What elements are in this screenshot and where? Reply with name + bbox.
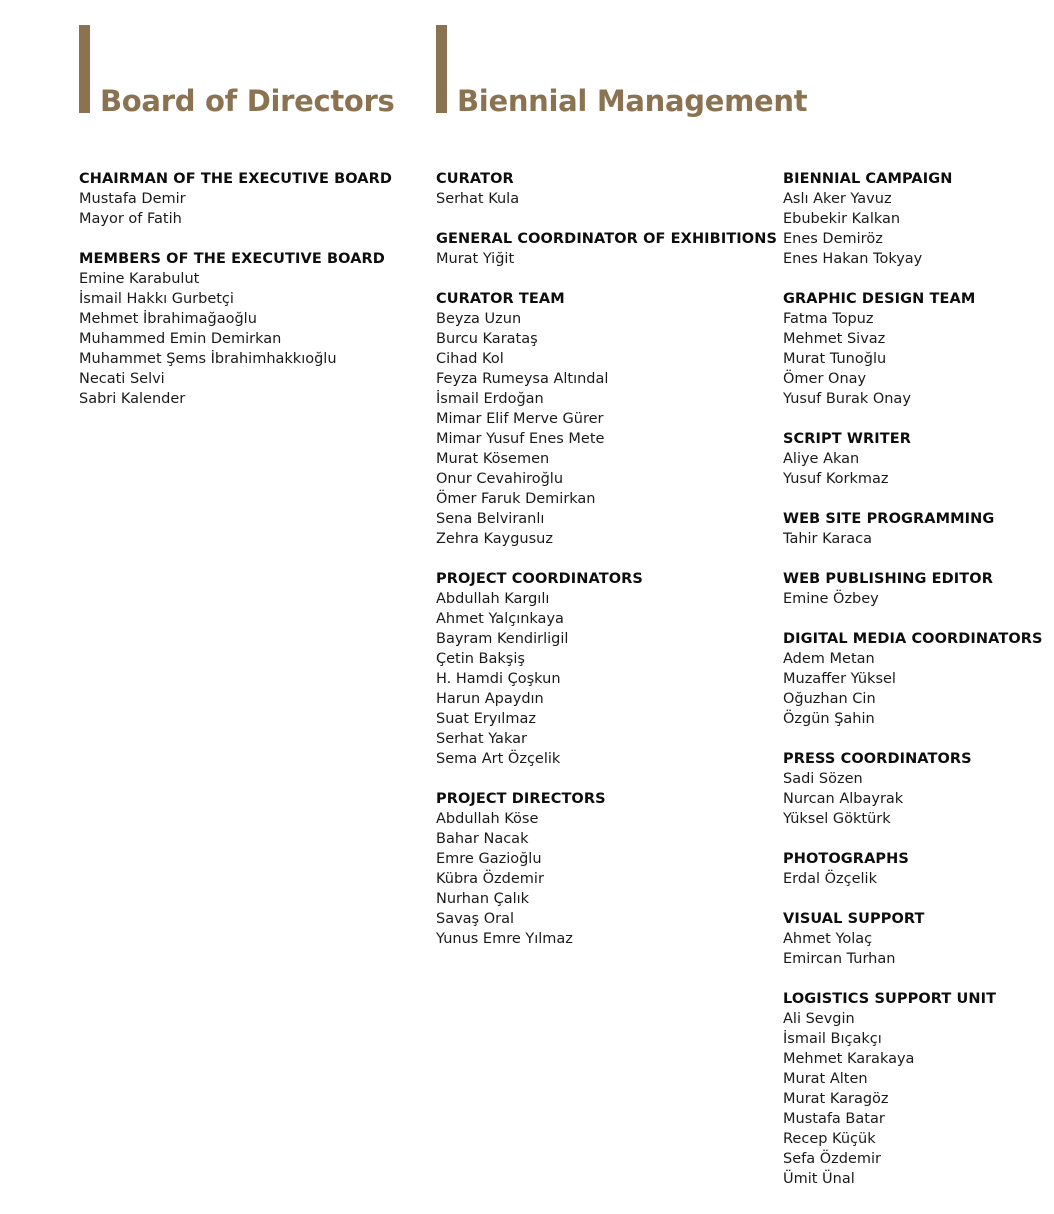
section-title: SCRIPT WRITER bbox=[783, 431, 912, 447]
credit-entry: Bayram Kendirligil bbox=[436, 631, 569, 647]
credit-entry: Fatma Topuz bbox=[783, 311, 874, 327]
credit-entry: Ömer Onay bbox=[783, 371, 867, 387]
credits-section bbox=[783, 569, 1048, 609]
credit-entry: Mimar Yusuf Enes Mete bbox=[436, 431, 605, 447]
credit-entry: H. Hamdi Çoşkun bbox=[436, 671, 561, 687]
credits-section bbox=[783, 509, 1048, 549]
credit-entry: Emircan Turhan bbox=[783, 951, 896, 967]
section-title: WEB SITE PROGRAMMING bbox=[783, 511, 995, 527]
credit-entry: Recep Küçük bbox=[783, 1131, 876, 1147]
credits-section bbox=[783, 169, 1048, 269]
heading-title: Board of Directors bbox=[100, 84, 395, 118]
credit-entry: Erdal Özçelik bbox=[783, 871, 877, 887]
credit-entry: Enes Demiröz bbox=[783, 231, 883, 247]
credit-entry: Mimar Elif Merve Gürer bbox=[436, 411, 604, 427]
credit-entry: Kübra Özdemir bbox=[436, 871, 544, 887]
credit-entry: Burcu Karataş bbox=[436, 331, 538, 347]
credits-section bbox=[783, 849, 1048, 889]
credit-entry: Oğuzhan Cin bbox=[783, 691, 876, 707]
credit-entry: Yüksel Göktürk bbox=[783, 811, 891, 827]
credits-section bbox=[783, 629, 1048, 729]
credit-entry: Sena Belviranlı bbox=[436, 511, 545, 527]
credit-entry: Mehmet Sivaz bbox=[783, 331, 886, 347]
credit-entry: Suat Eryılmaz bbox=[436, 711, 536, 727]
credits-section bbox=[436, 169, 776, 209]
credit-entry: Tahir Karaca bbox=[783, 531, 872, 547]
credit-entry: Savaş Oral bbox=[436, 911, 515, 927]
credits-section bbox=[783, 909, 1048, 969]
credit-entry: İsmail Bıçakçı bbox=[783, 1031, 882, 1047]
support-column bbox=[783, 169, 1048, 1209]
credit-entry: Mustafa Demir bbox=[79, 191, 186, 207]
credits-section bbox=[436, 569, 776, 769]
section-title: BIENNIAL CAMPAIGN bbox=[783, 171, 953, 187]
credit-entry: Muzaffer Yüksel bbox=[783, 671, 896, 687]
section-title: GRAPHIC DESIGN TEAM bbox=[783, 291, 976, 307]
credits-section bbox=[783, 429, 1048, 489]
credit-entry: Mehmet Karakaya bbox=[783, 1051, 915, 1067]
credit-entry: Aslı Aker Yavuz bbox=[783, 191, 892, 207]
section-title: VISUAL SUPPORT bbox=[783, 911, 925, 927]
credit-entry: Ahmet Yolaç bbox=[783, 931, 873, 947]
section-title: CURATOR TEAM bbox=[436, 291, 565, 307]
credit-entry: Sabri Kalender bbox=[79, 391, 186, 407]
credits-section bbox=[783, 749, 1048, 829]
section-title: GENERAL COORDINATOR OF EXHIBITIONS bbox=[436, 231, 778, 247]
heading-accent-bar bbox=[436, 25, 447, 113]
credit-entry: Zehra Kaygusuz bbox=[436, 531, 553, 547]
credit-entry: Feyza Rumeysa Altındal bbox=[436, 371, 609, 387]
credits-section bbox=[436, 789, 776, 949]
credit-entry: Abdullah Köse bbox=[436, 811, 539, 827]
credits-section bbox=[783, 989, 1048, 1189]
credit-entry: Serhat Yakar bbox=[436, 731, 527, 747]
section-title: LOGISTICS SUPPORT UNIT bbox=[783, 991, 997, 1007]
heading-accent-bar bbox=[79, 25, 90, 113]
credit-entry: Ebubekir Kalkan bbox=[783, 211, 901, 227]
credit-entry: Yusuf Burak Onay bbox=[783, 391, 911, 407]
credit-entry: Abdullah Kargılı bbox=[436, 591, 550, 607]
section-title: MEMBERS OF THE EXECUTIVE BOARD bbox=[79, 251, 385, 267]
credit-entry: Ahmet Yalçınkaya bbox=[436, 611, 564, 627]
credit-entry: Mehmet İbrahimağaoğlu bbox=[79, 311, 257, 327]
credit-entry: Beyza Uzun bbox=[436, 311, 522, 327]
credit-entry: Özgün Şahin bbox=[783, 711, 875, 727]
credit-entry: Murat Alten bbox=[783, 1071, 868, 1087]
credit-entry: Serhat Kula bbox=[436, 191, 520, 207]
credit-entry: Murat Karagöz bbox=[783, 1091, 889, 1107]
credits-section bbox=[79, 169, 424, 229]
credit-entry: Aliye Akan bbox=[783, 451, 860, 467]
credit-entry: Yusuf Korkmaz bbox=[783, 471, 889, 487]
credits-section bbox=[79, 249, 424, 409]
section-title: DIGITAL MEDIA COORDINATORS bbox=[783, 631, 1043, 647]
section-title: PROJECT COORDINATORS bbox=[436, 571, 643, 587]
section-title: PHOTOGRAPHS bbox=[783, 851, 909, 867]
section-title: CURATOR bbox=[436, 171, 514, 187]
credit-entry: Ümit Ünal bbox=[783, 1171, 855, 1187]
board-column bbox=[79, 169, 424, 429]
credit-entry: İsmail Hakkı Gurbetçi bbox=[79, 291, 234, 307]
credits-section bbox=[436, 289, 776, 549]
credit-entry: Yunus Emre Yılmaz bbox=[436, 931, 573, 947]
section-title: CHAIRMAN OF THE EXECUTIVE BOARD bbox=[79, 171, 393, 187]
credit-entry: Bahar Nacak bbox=[436, 831, 529, 847]
credits-section bbox=[436, 229, 776, 269]
section-title: PRESS COORDINATORS bbox=[783, 751, 972, 767]
credit-entry: Onur Cevahiroğlu bbox=[436, 471, 564, 487]
credit-entry: Mustafa Batar bbox=[783, 1111, 885, 1127]
credit-entry: Murat Tunoğlu bbox=[783, 351, 887, 367]
credits-section bbox=[783, 289, 1048, 409]
credit-entry: Sadi Sözen bbox=[783, 771, 863, 787]
heading-title: Biennial Management bbox=[457, 84, 808, 118]
credit-entry: Çetin Bakşiş bbox=[436, 651, 525, 667]
credit-entry: Cihad Kol bbox=[436, 351, 504, 367]
credit-entry: Mayor of Fatih bbox=[79, 211, 182, 227]
management-column bbox=[436, 169, 776, 969]
credit-entry: Sema Art Özçelik bbox=[436, 751, 561, 767]
credit-entry: Emre Gazioğlu bbox=[436, 851, 542, 867]
credit-entry: Emine Özbey bbox=[783, 591, 879, 607]
credit-entry: Emine Karabulut bbox=[79, 271, 200, 287]
credit-entry: Muhammet Şems İbrahimhakkıoğlu bbox=[79, 351, 337, 367]
credit-entry: Nurhan Çalık bbox=[436, 891, 530, 907]
credit-entry: Sefa Özdemir bbox=[783, 1151, 881, 1167]
credit-entry: Harun Apaydın bbox=[436, 691, 544, 707]
credit-entry: Ali Sevgin bbox=[783, 1011, 855, 1027]
credit-entry: Murat Kösemen bbox=[436, 451, 550, 467]
credit-entry: Enes Hakan Tokyay bbox=[783, 251, 923, 267]
section-title: PROJECT DIRECTORS bbox=[436, 791, 606, 807]
credit-entry: Necati Selvi bbox=[79, 371, 165, 387]
credit-entry: İsmail Erdoğan bbox=[436, 391, 544, 407]
credit-entry: Ömer Faruk Demirkan bbox=[436, 491, 596, 507]
credit-entry: Adem Metan bbox=[783, 651, 875, 667]
section-title: WEB PUBLISHING EDITOR bbox=[783, 571, 993, 587]
credit-entry: Muhammed Emin Demirkan bbox=[79, 331, 282, 347]
credit-entry: Murat Yiğit bbox=[436, 251, 515, 267]
credit-entry: Nurcan Albayrak bbox=[783, 791, 904, 807]
